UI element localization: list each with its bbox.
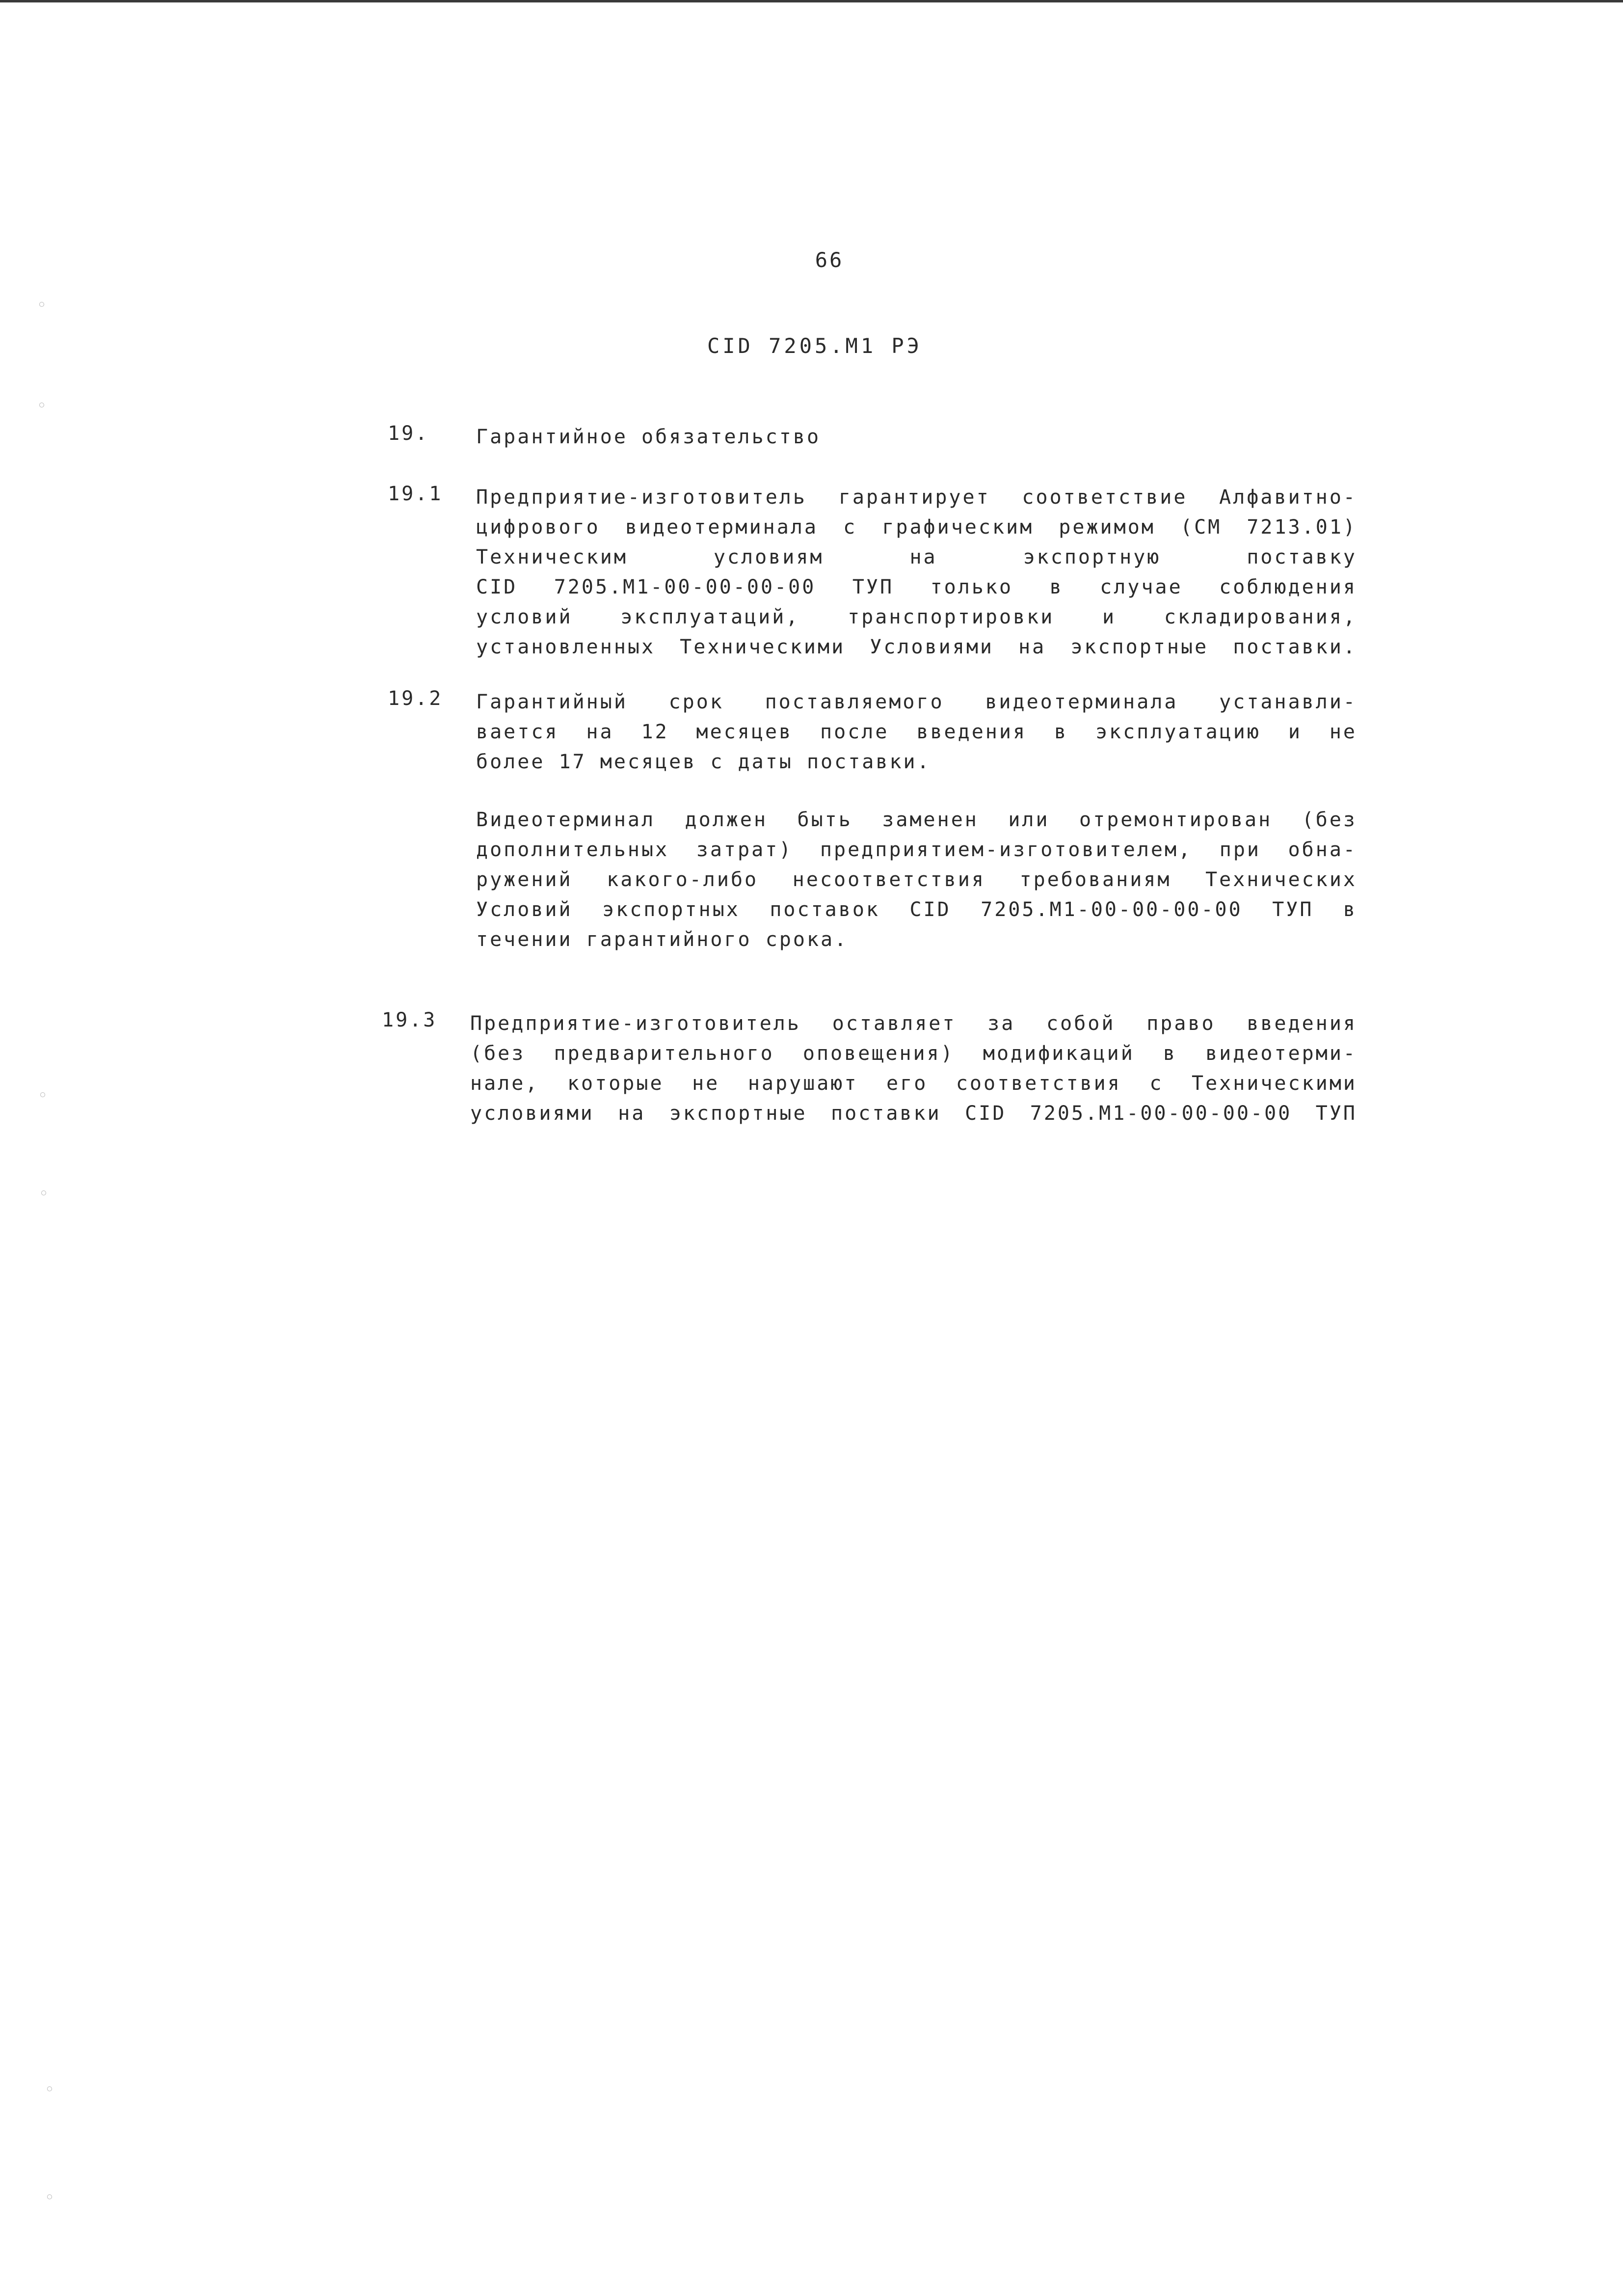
scan-speck	[40, 1092, 45, 1097]
text-line: Предприятие-изготовитель оставляет за собой право введения	[470, 1012, 1357, 1035]
section-number: 19.3	[382, 1009, 437, 1031]
section-heading: Гарантийное обязательство	[476, 426, 821, 448]
text-line: дополнительных затрат) предприятием-изготовителем, при обна-	[476, 838, 1357, 861]
section-body	[476, 483, 1357, 662]
scan-top-edge	[0, 0, 1623, 2]
text-line: нале, которые не нарушают его соответствия с Техническими	[470, 1072, 1357, 1095]
text-line: Техническим условиям на экспортную поставку	[476, 546, 1357, 568]
scan-speck	[41, 1190, 46, 1195]
text-line: CID 7205.M1-00-00-00-00 ТУП только в случае соблюдения	[476, 576, 1357, 598]
text-line: Предприятие-изготовитель гарантирует соответствие Алфавитно-	[476, 486, 1357, 509]
section-number: 19.2	[388, 687, 443, 710]
section-body	[476, 687, 1357, 777]
page-number: 66	[815, 248, 844, 272]
document-code: CID 7205.M1 РЭ	[707, 334, 922, 358]
text-line: условий эксплуатаций, транспортировки и складирования,	[476, 606, 1357, 628]
scan-speck	[39, 403, 44, 407]
text-line: ружений какого-либо несоответствия требованиям Технических	[476, 868, 1357, 891]
scan-speck	[39, 302, 44, 307]
text-line: вается на 12 месяцев после введения в эксплуатацию и не	[476, 721, 1357, 743]
section-number: 19.1	[388, 483, 443, 505]
text-line: цифрового видеотерминала с графическим режимом (СМ 7213.01)	[476, 516, 1357, 539]
text-line: Условий экспортных поставок CID 7205.M1-00-00-00-00 ТУП в	[476, 898, 1357, 921]
section-body	[476, 805, 1357, 955]
text-line: более 17 месяцев с даты поставки.	[476, 751, 931, 773]
text-line: условиями на экспортные поставки CID 7205.M1-00-00-00-00 ТУП	[470, 1102, 1357, 1125]
text-line: установленных Техническими Условиями на экспортные поставки.	[476, 636, 1357, 658]
text-line: (без предварительного оповещения) модификаций в видеотерми-	[470, 1042, 1357, 1065]
text-line: Видеотерминал должен быть заменен или отремонтирован (без	[476, 809, 1357, 831]
scan-speck	[47, 2194, 52, 2199]
text-line: Гарантийный срок поставляемого видеотерминала устанавли-	[476, 691, 1357, 713]
section-body	[470, 1009, 1357, 1129]
scan-speck	[47, 2086, 52, 2091]
text-line: течении гарантийного срока.	[476, 928, 849, 951]
section-number: 19.	[388, 422, 429, 445]
